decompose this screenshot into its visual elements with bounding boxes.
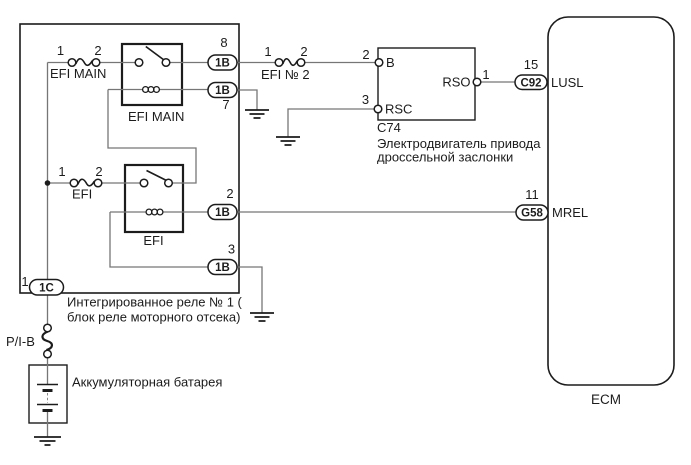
fusible-link-wave bbox=[42, 332, 51, 351]
connector-label: C92 bbox=[520, 77, 542, 90]
wire-1b7-to-ground bbox=[237, 90, 257, 110]
fuse-terminal bbox=[297, 59, 305, 67]
lusl-pin-number: 15 bbox=[523, 57, 539, 72]
1c-pin-number: 1 bbox=[21, 274, 29, 289]
efi-main-relay-box bbox=[122, 44, 182, 105]
ground-symbol-battery bbox=[34, 437, 61, 445]
ground-symbol-1b7 bbox=[245, 110, 269, 118]
connector-g58 bbox=[516, 205, 548, 220]
fuse-terminal bbox=[94, 179, 102, 187]
wire-rsc-to-ground bbox=[288, 109, 374, 137]
c74-pin-b-label: B bbox=[386, 55, 395, 70]
connector-c92 bbox=[515, 75, 547, 90]
efi-no2-fuse-pin1: 1 bbox=[264, 44, 272, 59]
efi-main-fuse-pin1: 1 bbox=[56, 43, 65, 58]
switch-contact bbox=[135, 59, 143, 67]
fusible-link-terminal bbox=[44, 324, 52, 332]
fuse-wave bbox=[283, 59, 298, 66]
pin8-number: 8 bbox=[220, 35, 228, 50]
fusible-link-terminal bbox=[44, 350, 52, 358]
fuse-terminal bbox=[275, 59, 283, 67]
lusl-signal-label: LUSL bbox=[551, 75, 584, 90]
efi-relay-label: EFI bbox=[143, 233, 164, 248]
mrel-pin-number: 11 bbox=[525, 187, 539, 202]
efi-main-fuse-pin2: 2 bbox=[94, 43, 102, 58]
c74-pin-rsc-terminal bbox=[374, 105, 382, 113]
throttle-motor-code: C74 bbox=[377, 120, 401, 135]
mrel-signal-label: MREL bbox=[552, 205, 589, 220]
efi-no2-fuse-symbol bbox=[275, 59, 305, 67]
relay-block-name-line1: Интегрированное реле № 1 ( bbox=[67, 294, 242, 310]
c74-pin-rso-number: 1 bbox=[482, 67, 490, 82]
ground-bars bbox=[250, 313, 274, 321]
connector-label: 1B bbox=[215, 85, 230, 98]
efi-fuse-pin1: 1 bbox=[58, 164, 66, 179]
efi-main-fuse-label: EFI MAIN bbox=[50, 66, 107, 81]
connector-label: G58 bbox=[521, 207, 543, 220]
pin7-number: 7 bbox=[222, 97, 230, 112]
c74-pin-rsc-number: 3 bbox=[361, 92, 370, 107]
c74-pin-b-terminal bbox=[375, 59, 383, 67]
relay-block-name-line2: блок реле моторного отсека) bbox=[67, 309, 241, 325]
ecm-label: ECM bbox=[591, 392, 621, 407]
switch-contact bbox=[140, 179, 148, 187]
connector-label: 1C bbox=[39, 282, 54, 295]
connector-1b-pin7 bbox=[208, 83, 237, 98]
c74-pin-rso-terminal bbox=[473, 78, 481, 86]
fusible-link-label: P/I-B bbox=[6, 334, 35, 349]
efi-no2-fuse-label: EFI № 2 bbox=[261, 67, 310, 82]
fusible-link-symbol bbox=[42, 324, 51, 358]
pin3-number: 3 bbox=[227, 241, 236, 257]
ecm-box bbox=[548, 17, 674, 385]
efi-main-relay-label: EFI MAIN bbox=[128, 109, 185, 124]
junction-dot bbox=[45, 180, 51, 186]
throttle-motor-desc-line2: дроссельной заслонки bbox=[377, 149, 514, 165]
switch-contact bbox=[162, 59, 170, 67]
connector-1b-pin2 bbox=[208, 205, 237, 220]
connector-1b-pin8 bbox=[208, 55, 237, 70]
c74-pin-rso-label: RSO bbox=[442, 74, 471, 90]
pin2-number: 2 bbox=[226, 186, 234, 201]
ground-bars bbox=[276, 137, 300, 145]
c74-pin-b-number: 2 bbox=[362, 47, 370, 62]
efi-fuse-pin2: 2 bbox=[95, 164, 103, 179]
connector-1b-pin3 bbox=[208, 260, 237, 275]
ground-symbol-rsc bbox=[276, 137, 300, 145]
connector-1c bbox=[30, 280, 64, 296]
efi-fuse-label: EFI bbox=[72, 186, 93, 202]
connector-label: 1B bbox=[215, 207, 230, 220]
ground-bars bbox=[34, 437, 61, 445]
connector-label: 1B bbox=[215, 262, 230, 275]
ground-bars bbox=[245, 110, 269, 118]
c74-pin-rsc-label: RSC bbox=[385, 101, 413, 117]
switch-contact bbox=[165, 179, 173, 187]
throttle-motor-desc-line1: Электродвигатель привода bbox=[377, 136, 541, 151]
connector-label: 1B bbox=[215, 57, 230, 70]
ground-symbol-1b3 bbox=[250, 313, 274, 321]
battery-label: Аккумуляторная батарея bbox=[72, 374, 223, 390]
efi-no2-fuse-pin2: 2 bbox=[300, 44, 308, 59]
